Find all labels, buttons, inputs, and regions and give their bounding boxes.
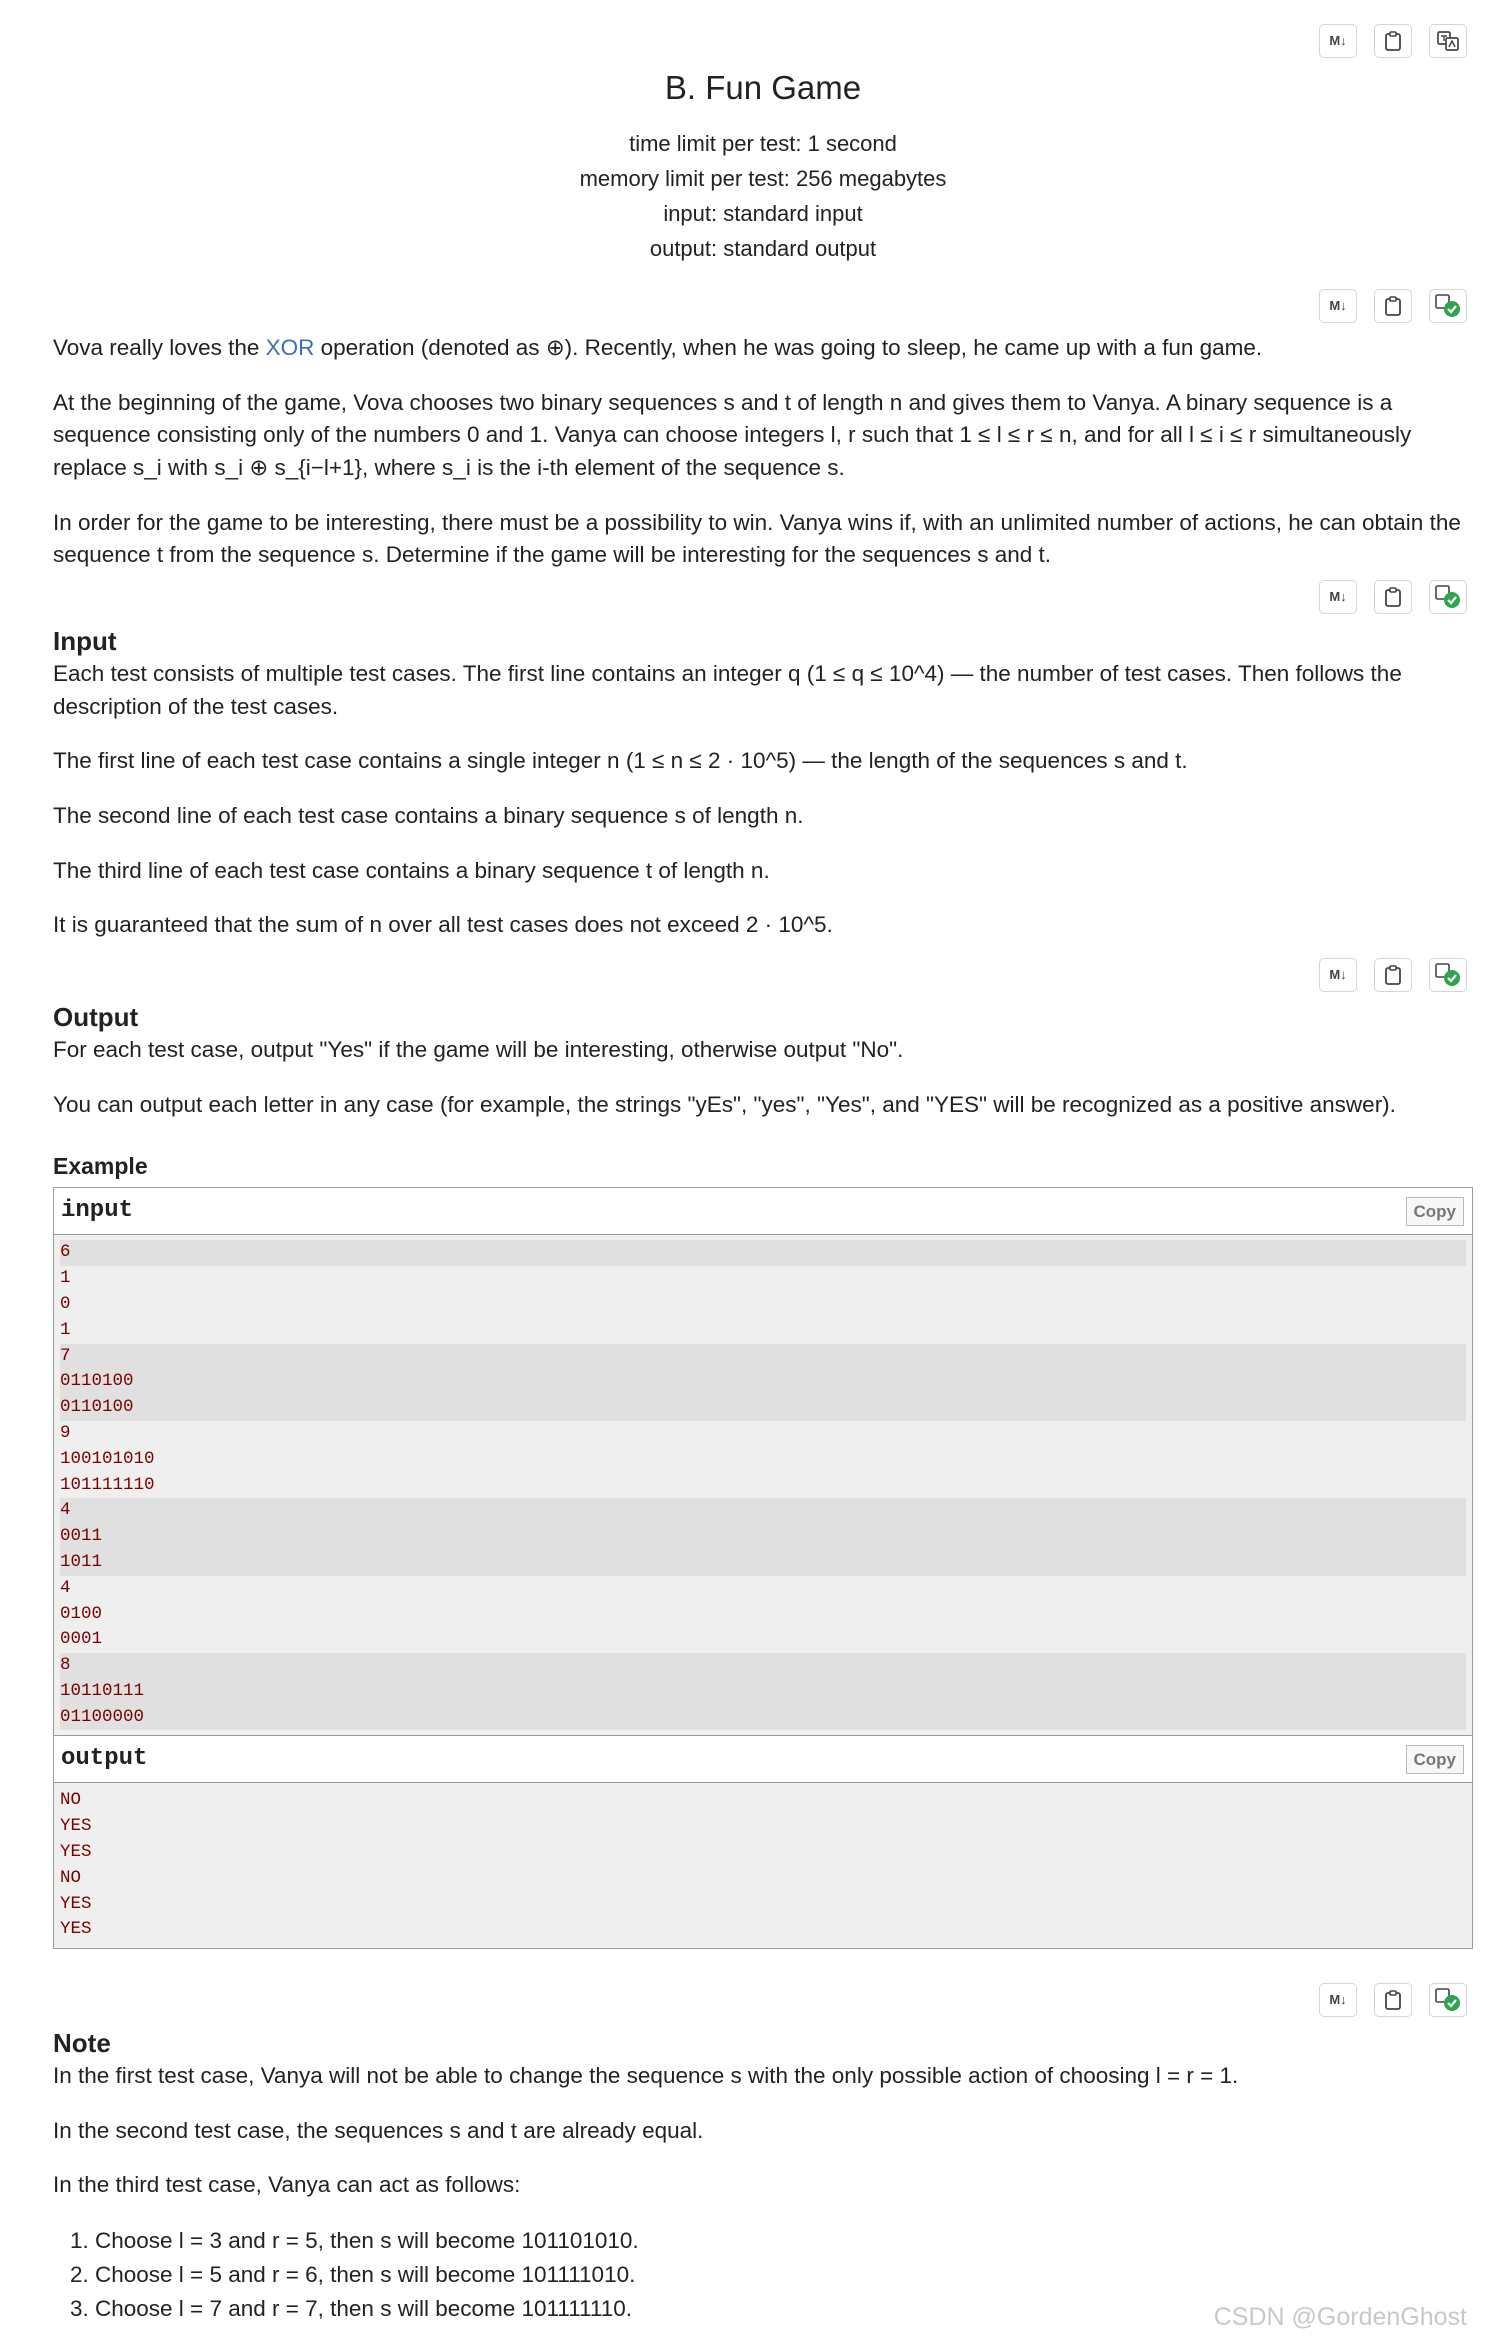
example-input-line: 0001 (60, 1629, 103, 1650)
example-output-line: YES (60, 1893, 92, 1914)
watermark: CSDN @GordenGhost (1213, 2302, 1467, 2331)
output-section (53, 1000, 1473, 1143)
example-output-line: YES (60, 1816, 92, 1837)
example-output-header (54, 1735, 1472, 1783)
note-step: 3. Choose l = 7 and r = 7, then s will become 101111110. (95, 2292, 1473, 2326)
statement-paragraph-1: Vova really loves the XOR operation (denoted as ⊕). Recently, when he was going to sleep, he came up with a fun game. (53, 335, 1263, 360)
example-output-line: NO (60, 1790, 82, 1811)
markdown-icon: M↓ (1329, 297, 1347, 313)
clipboard-icon (1384, 295, 1402, 317)
note-step: 1. Choose l = 3 and r = 5, then s will become 101101010. (95, 2224, 1473, 2258)
statement-toolbar (1319, 289, 1467, 323)
xor-link[interactable]: XOR (265, 335, 315, 360)
note-section (53, 2026, 1473, 2326)
example-output-line: YES (60, 1919, 92, 1940)
translate-check-icon (1435, 294, 1461, 318)
example-input-line: 9 (60, 1422, 71, 1443)
note-paragraph-1: In the first test case, Vanya will not be able to change the sequence s with the only possible action of choosing l = r = 1. (53, 2063, 1239, 2088)
example-input-line: 8 (60, 1653, 1466, 1679)
example-output-line: YES (60, 1842, 92, 1863)
output-paragraph-2: You can output each letter in any case (for example, the strings "yEs", "yes", "Yes", and "YES" will be recognized as a positive answer). (53, 1091, 1396, 1117)
output-toolbar (1319, 958, 1467, 992)
copy-clipboard-button[interactable] (1374, 958, 1412, 992)
translated-status-button[interactable] (1429, 1983, 1467, 2017)
example-output-line: NO (60, 1867, 82, 1888)
example-section (53, 1150, 1473, 1949)
copy-clipboard-button[interactable] (1374, 289, 1412, 323)
example-input-line: 6 (60, 1240, 1466, 1266)
example-input-line: 10110111 (60, 1679, 1466, 1705)
copy-output-button[interactable]: Copy (1406, 1745, 1465, 1774)
markdown-button[interactable] (1319, 289, 1357, 323)
example-input-line: 0011 (60, 1524, 1466, 1550)
example-input-line: 101111110 (60, 1474, 155, 1495)
example-input-line: 0100 (60, 1603, 103, 1624)
markdown-icon: M↓ (1329, 588, 1347, 604)
example-input-line: 0110100 (60, 1395, 1466, 1421)
translate-check-icon (1435, 585, 1461, 609)
note-paragraph-2: In the second test case, the sequences s and t are already equal. (53, 2117, 704, 2143)
example-output-label: output (61, 1745, 148, 1773)
input-paragraph-1: Each test consists of multiple test cases. The first line contains an integer q (1 ≤ q ≤ 10^4) — the number of test cases. Then follows the description of the test cases. (53, 661, 1402, 719)
input-paragraph-2: The first line of each test case contains a single integer n (1 ≤ n ≤ 2 · 10^5) — the length of the sequences s and t. (53, 748, 1188, 774)
input-paragraph-3: The second line of each test case contains a binary sequence s of length n. (53, 802, 804, 828)
example-input-line: 0110100 (60, 1369, 1466, 1395)
example-input-label: input (61, 1197, 134, 1225)
copy-input-button[interactable]: Copy (1406, 1197, 1465, 1226)
clipboard-icon (1384, 1989, 1402, 2011)
input-heading: Input (53, 626, 117, 656)
translate-check-icon (1435, 1988, 1461, 2012)
markdown-icon: M↓ (1329, 1991, 1347, 2007)
example-input-body[interactable] (54, 1235, 1472, 1735)
note-heading: Note (53, 2028, 111, 2058)
example-output-body[interactable] (54, 1783, 1472, 1948)
input-spec: input: standard input (663, 200, 863, 226)
copy-clipboard-button[interactable] (1374, 24, 1412, 58)
output-spec: output: standard output (649, 235, 877, 261)
problem-header (53, 0, 1473, 266)
example-heading: Example (53, 1153, 148, 1179)
clipboard-icon (1384, 586, 1402, 608)
statement-paragraph-2: At the beginning of the game, Vova chooses two binary sequences s and t of length n and gives them to Vanya. A binary sequence is a sequence consisting only of the numbers 0 and 1. Vanya can choose integers l, r such that 1 ≤ l ≤ r ≤ n, and for all l ≤ i ≤ r simultaneously replace s_i with s_i ⊕ s_{i−l+1}, where s_i is the i-th element of the sequence s. (53, 389, 1412, 480)
note-paragraph-3: In the third test case, Vanya can act as follows: (53, 2172, 521, 2198)
note-step: 2. Choose l = 5 and r = 6, then s will become 101111010. (95, 2258, 1473, 2292)
translated-status-button[interactable] (1429, 289, 1467, 323)
translate-check-icon (1435, 963, 1461, 987)
markdown-icon: M↓ (1329, 966, 1347, 982)
markdown-button[interactable] (1319, 1983, 1357, 2017)
example-input-line: 1 (60, 1268, 71, 1289)
example-input-line: 7 (60, 1344, 1466, 1370)
translated-status-button[interactable] (1429, 580, 1467, 614)
example-input-line: 4 (60, 1498, 1466, 1524)
clipboard-icon (1384, 30, 1402, 52)
output-heading: Output (53, 1002, 139, 1032)
example-input-header (54, 1188, 1472, 1235)
header-toolbar (1319, 24, 1467, 58)
markdown-button[interactable] (1319, 580, 1357, 614)
input-paragraph-4: The third line of each test case contains a binary sequence t of length n. (53, 857, 770, 883)
example-input-line: 4 (60, 1577, 71, 1598)
markdown-button[interactable] (1319, 24, 1357, 58)
example-input-line: 0 (60, 1293, 71, 1314)
clipboard-icon (1384, 964, 1402, 986)
example-box (53, 1187, 1473, 1949)
statement (53, 332, 1473, 594)
memory-limit: memory limit per test: 256 megabytes (579, 165, 947, 191)
copy-clipboard-button[interactable] (1374, 1983, 1412, 2017)
translate-icon (1436, 30, 1460, 52)
statement-paragraph-3: In order for the game to be interesting, there must be a possibility to win. Vanya wins if, with an unlimited number of actions, he can obtain the sequence t from the sequence s. Determine if the game will be interesting for the sequences s and t. (53, 509, 1461, 568)
input-toolbar (1319, 580, 1467, 614)
example-input-line: 01100000 (60, 1705, 1466, 1731)
markdown-button[interactable] (1319, 958, 1357, 992)
copy-clipboard-button[interactable] (1374, 580, 1412, 614)
time-limit: time limit per test: 1 second (629, 130, 897, 156)
input-paragraph-5: It is guaranteed that the sum of n over all test cases does not exceed 2 · 10^5. (53, 912, 833, 938)
translated-status-button[interactable] (1429, 958, 1467, 992)
markdown-icon: M↓ (1329, 32, 1347, 48)
example-input-line: 1 (60, 1319, 71, 1340)
input-section (53, 624, 1473, 964)
example-input-line: 100101010 (60, 1448, 155, 1469)
example-input-line: 1011 (60, 1550, 1466, 1576)
translate-button[interactable] (1429, 24, 1467, 58)
note-toolbar (1319, 1983, 1467, 2017)
output-paragraph-1: For each test case, output "Yes" if the game will be interesting, otherwise output "No". (53, 1037, 904, 1062)
problem-title: B. Fun Game (664, 69, 862, 106)
